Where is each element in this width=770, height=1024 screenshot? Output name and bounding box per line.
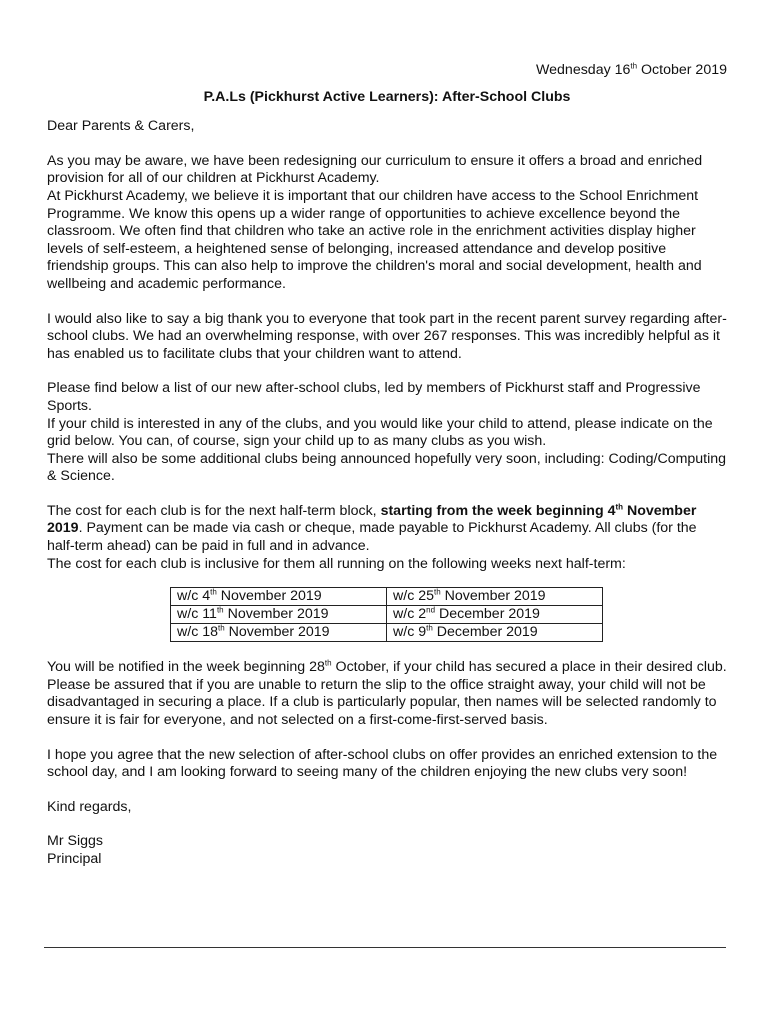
- weeks-table: [170, 587, 603, 642]
- week-cell: w/c 11th November 2019: [171, 606, 387, 624]
- paragraph-grid: If your child is interested in any of the clubs, and you would like your child to attend, please indicate on the grid below. You can, of course, sign your child up to as many clubs as you wish.: [47, 415, 713, 450]
- letter-body: [47, 62, 727, 869]
- table-row: [171, 588, 603, 606]
- paragraph-additional-clubs: There will also be some additional clubs being announced hopefully very soon, including: Coding/Computing & Science.: [47, 450, 727, 485]
- table-row: [171, 606, 603, 624]
- paragraph-closing-hope: I hope you agree that the new selection of after-school clubs on offer provides an enriched extension to the school day, and I am looking forward to seeing many of the children enjoying the new clubs very soon!: [47, 746, 718, 781]
- footer-divider: [44, 947, 726, 948]
- week-cell: w/c 25th November 2019: [387, 588, 603, 606]
- week-cell: w/c 9th December 2019: [387, 624, 603, 642]
- cost-payment: . Payment can be made via cash or cheque, made payable to Pickhurst Academy. All clubs (for the half-term ahead) can be paid in full and in advance.: [47, 520, 697, 555]
- signer-name: Mr Siggs: [47, 833, 103, 850]
- paragraph-notification: You will be notified in the week beginning 28th October, if your child has secured a place in their desired club. Please be assured that if you are unable to return the slip to the office straight away, your child will not be disadvantaged in securing a place. If a club is particularly popular, then names will be selected randomly to ensure it is fair for everyone, and not selected on a first-come-first-served basis.: [47, 658, 727, 729]
- paragraph-cost: [47, 503, 727, 556]
- paragraph-curriculum: As you may be aware, we have been redesigning our curriculum to ensure it offers a broad and enriched provision for all of our children at Pickhurst Academy.: [47, 152, 703, 187]
- cost-intro: The cost for each club is for the next half-term block,: [47, 502, 381, 519]
- paragraph-enrichment: At Pickhurst Academy, we believe it is important that our children have access to the School Enrichment Programme. We know this opens up a wider range of opportunities to achieve excellence beyond the classroom. We often find that children who take an active role in the enrichment activities display higher levels of self-esteem, a heightened sense of belonging, increased attendance and develop positive friendship groups. This can also help to improve the children's moral and social development, health and wellbeing and academic performance.: [47, 187, 702, 292]
- paragraph-cost-weeks: The cost for each club is inclusive for them all running on the following weeks next half-term:: [47, 555, 626, 572]
- week-cell: w/c 18th November 2019: [171, 624, 387, 642]
- letter-title: P.A.Ls (Pickhurst Active Learners): After-School Clubs: [203, 88, 571, 105]
- closing-regards: Kind regards,: [47, 798, 132, 815]
- paragraph-survey: I would also like to say a big thank you to everyone that took part in the recent parent survey regarding after-school clubs. We had an overwhelming response, with over 267 responses. This was incredibly helpful as it has enabled us to facilitate clubs that your children want to attend.: [47, 310, 727, 362]
- date-month-year: October 2019: [637, 62, 727, 78]
- cost-start-date: starting from the week beginning 4th November 2019: [47, 502, 697, 537]
- table-row: [171, 624, 603, 642]
- week-cell: w/c 4th November 2019: [171, 588, 387, 606]
- letter-date: [47, 62, 727, 80]
- date-day: Wednesday 16: [536, 62, 631, 78]
- date-suffix: th: [630, 61, 638, 71]
- salutation: Dear Parents & Carers,: [47, 118, 195, 135]
- paragraph-clubs-list: Please find below a list of our new after-school clubs, led by members of Pickhurst staff and Progressive Sports.: [47, 380, 701, 414]
- signer-role: Principal: [47, 851, 102, 867]
- week-cell: w/c 2nd December 2019: [387, 606, 603, 624]
